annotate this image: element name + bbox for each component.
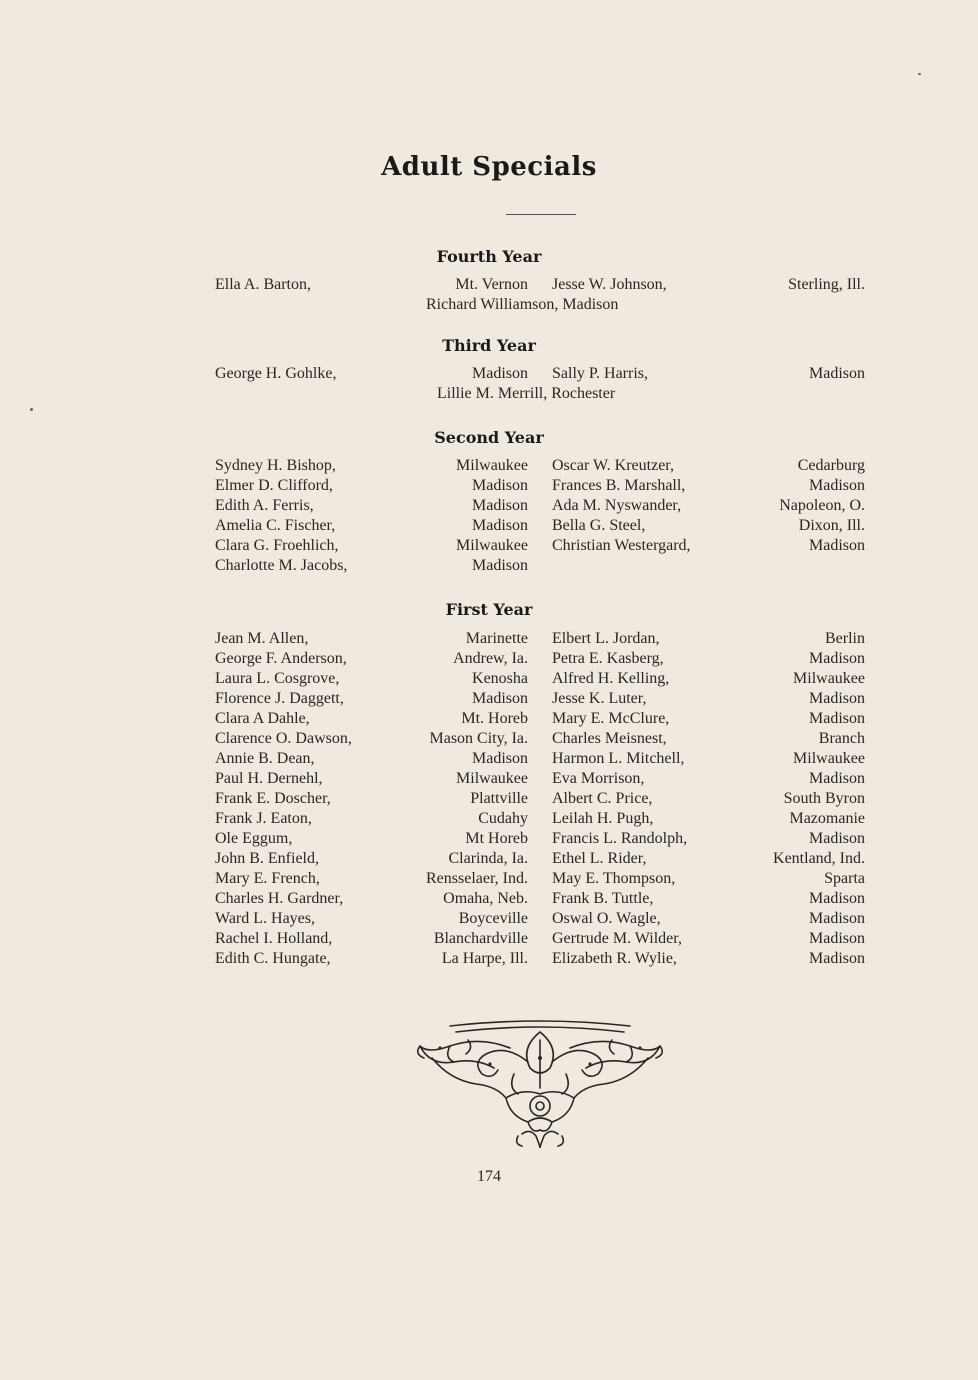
student-place: South Byron (783, 790, 865, 807)
student-name: Oswal O. Wagle, (552, 910, 661, 927)
student-name: Edith C. Hungate, (215, 950, 331, 967)
page-number: 174 (477, 1168, 501, 1185)
student-name: Rachel I. Holland, (215, 930, 333, 947)
student-place: Omaha, Neb. (443, 890, 528, 907)
student-place: Kentland, Ind. (773, 850, 865, 867)
student-name: Florence J. Daggett, (215, 690, 344, 707)
student-name: Jesse W. Johnson, (552, 276, 667, 293)
student-name: Ada M. Nyswander, (552, 497, 682, 514)
student-entry: Lillie M. Merrill, Rochester (437, 385, 616, 402)
student-place: Madison (809, 930, 865, 947)
student-name: Charles H. Gardner, (215, 890, 344, 907)
student-place: Kenosha (472, 670, 528, 687)
student-name: Frank E. Doscher, (215, 790, 331, 807)
student-place: Branch (818, 730, 865, 747)
student-name: Frank J. Eaton, (215, 810, 312, 827)
student-place: Milwaukee (456, 537, 528, 554)
student-place: Milwaukee (456, 457, 528, 474)
student-place: Dixon, Ill. (798, 517, 865, 534)
student-place: Madison (472, 517, 528, 534)
student-name: Elmer D. Clifford, (215, 477, 333, 494)
student-place: Andrew, Ia. (453, 650, 528, 667)
paper-speck (918, 73, 921, 75)
student-place: Madison (809, 770, 865, 787)
student-name: May E. Thompson, (552, 870, 676, 887)
student-name: Sydney H. Bishop, (215, 457, 336, 474)
student-name: Leilah H. Pugh, (552, 810, 654, 827)
student-place: Madison (472, 497, 528, 514)
student-place: Sterling, Ill. (788, 276, 865, 293)
student-place: Clarinda, Ia. (448, 850, 528, 867)
student-place: Berlin (825, 630, 865, 647)
student-name: Ole Eggum, (215, 830, 293, 847)
student-name: Edith A. Ferris, (215, 497, 314, 514)
student-place: Madison (809, 650, 865, 667)
student-name: Frances B. Marshall, (552, 477, 686, 494)
student-name: Bella G. Steel, (552, 517, 646, 534)
first-year-heading: First Year (445, 600, 533, 619)
student-name: Harmon L. Mitchell, (552, 750, 685, 767)
student-place: Milwaukee (793, 750, 865, 767)
student-name: Mary E. French, (215, 870, 320, 887)
student-place: Sparta (824, 870, 865, 887)
student-entry: Richard Williamson, Madison (426, 296, 619, 313)
student-name: Clara A Dahle, (215, 710, 310, 727)
paper-speck (30, 408, 33, 411)
student-name: Charles Meisnest, (552, 730, 667, 747)
student-place: Mt Horeb (465, 830, 528, 847)
student-name: Elizabeth R. Wylie, (552, 950, 677, 967)
student-name: Gertrude M. Wilder, (552, 930, 682, 947)
student-name: George F. Anderson, (215, 650, 347, 667)
student-place: Mason City, Ia. (429, 730, 528, 747)
floral-ornament-icon (410, 1018, 670, 1150)
student-place: Madison (472, 477, 528, 494)
student-place: Madison (472, 690, 528, 707)
student-name: Sally P. Harris, (552, 365, 648, 382)
student-name: Mary E. McClure, (552, 710, 670, 727)
student-place: La Harpe, Ill. (441, 950, 528, 967)
title-divider (506, 214, 576, 215)
student-place: Madison (809, 365, 865, 382)
student-place: Madison (809, 537, 865, 554)
student-name: Annie B. Dean, (215, 750, 315, 767)
student-name: Paul H. Dernehl, (215, 770, 323, 787)
student-name: Jesse K. Luter, (552, 690, 647, 707)
student-place: Boyceville (458, 910, 528, 927)
student-place: Napoleon, O. (779, 497, 865, 514)
student-place: Marinette (465, 630, 528, 647)
student-place: Milwaukee (456, 770, 528, 787)
student-name: Clara G. Froehlich, (215, 537, 339, 554)
student-name: Ward L. Hayes, (215, 910, 316, 927)
student-name: Oscar W. Kreutzer, (552, 457, 674, 474)
student-place: Madison (809, 890, 865, 907)
student-name: Charlotte M. Jacobs, (215, 557, 348, 574)
student-name: Petra E. Kasberg, (552, 650, 664, 667)
student-name: George H. Gohlke, (215, 365, 337, 382)
student-place: Madison (472, 750, 528, 767)
student-name: Ella A. Barton, (215, 276, 311, 293)
student-name: Laura L. Cosgrove, (215, 670, 340, 687)
student-place: Madison (472, 557, 528, 574)
student-name: Albert C. Price, (552, 790, 653, 807)
third-year-heading: Third Year (442, 336, 536, 355)
student-place: Blanchardville (433, 930, 528, 947)
student-place: Rensselaer, Ind. (426, 870, 528, 887)
student-name: Amelia C. Fischer, (215, 517, 336, 534)
student-name: Frank B. Tuttle, (552, 890, 654, 907)
student-name: Eva Morrison, (552, 770, 645, 787)
student-name: Jean M. Allen, (215, 630, 309, 647)
student-name: Francis L. Randolph, (552, 830, 688, 847)
student-place: Madison (809, 477, 865, 494)
student-place: Cudahy (478, 810, 528, 827)
student-place: Madison (809, 830, 865, 847)
fourth-year-heading: Fourth Year (436, 247, 542, 266)
page-title: Adult Specials (381, 152, 597, 182)
student-name: Clarence O. Dawson, (215, 730, 352, 747)
student-place: Cedarburg (797, 457, 865, 474)
second-year-heading: Second Year (434, 428, 544, 447)
student-name: Elbert L. Jordan, (552, 630, 660, 647)
student-place: Mt. Horeb (461, 710, 528, 727)
student-place: Madison (809, 950, 865, 967)
student-place: Madison (809, 710, 865, 727)
student-place: Plattville (470, 790, 528, 807)
student-place: Milwaukee (793, 670, 865, 687)
student-name: John B. Enfield, (215, 850, 319, 867)
student-name: Alfred H. Kelling, (552, 670, 670, 687)
student-place: Mazomanie (789, 810, 865, 827)
student-place: Madison (809, 910, 865, 927)
student-name: Ethel L. Rider, (552, 850, 647, 867)
student-name: Christian Westergard, (552, 537, 691, 554)
student-place: Madison (472, 365, 528, 382)
student-place: Mt. Vernon (455, 276, 528, 293)
student-place: Madison (809, 690, 865, 707)
